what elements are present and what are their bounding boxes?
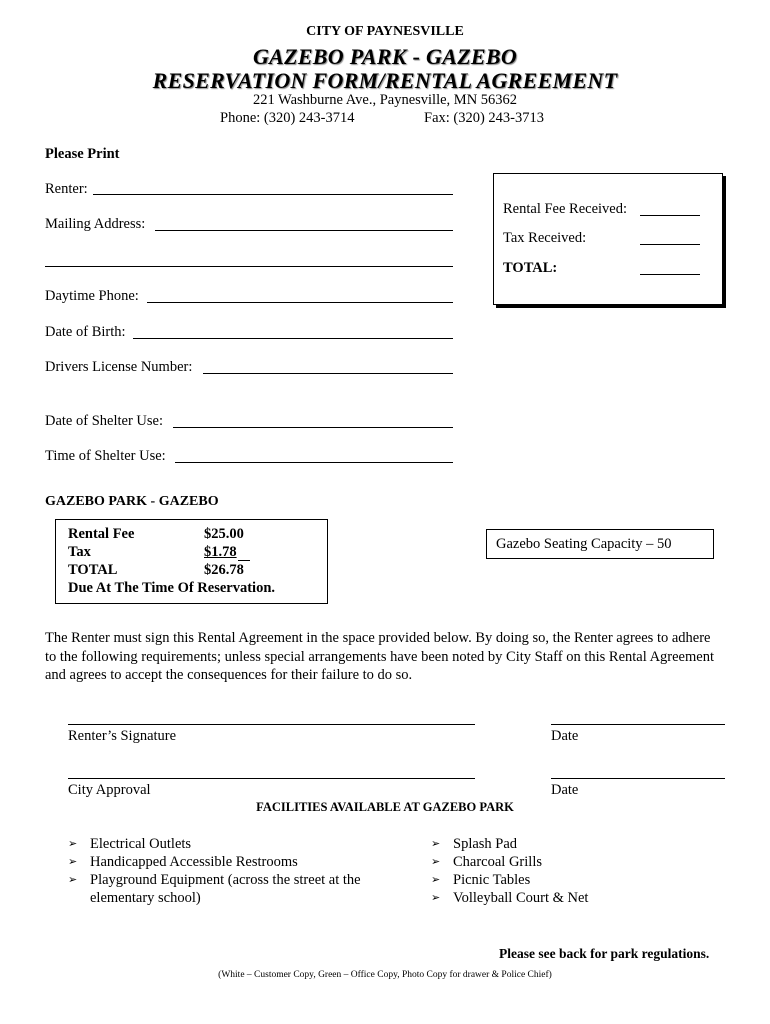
date-of-shelter-use-field[interactable] xyxy=(173,427,453,428)
facilities-list-right xyxy=(431,835,711,907)
date-of-birth-label: Date of Birth: xyxy=(45,324,126,340)
total-received-field[interactable] xyxy=(640,274,700,275)
list-item: ➢ Splash Pad xyxy=(431,836,518,852)
arrow-bullet-icon: ➢ xyxy=(68,855,78,868)
arrow-bullet-icon: ➢ xyxy=(431,855,441,868)
total-received-label: TOTAL: xyxy=(503,260,558,276)
list-item: ➢ Handicapped Accessible Restrooms xyxy=(68,854,298,870)
arrow-bullet-icon: ➢ xyxy=(68,837,78,850)
list-item: ➢ Electrical Outlets xyxy=(68,836,192,852)
renter-field[interactable] xyxy=(93,194,453,195)
tax-received-label: Tax Received: xyxy=(503,230,587,246)
drivers-license-label: Drivers License Number: xyxy=(45,359,193,375)
renter-label: Renter: xyxy=(45,181,88,197)
mailing-address-label: Mailing Address: xyxy=(45,216,146,232)
total-label: TOTAL xyxy=(68,562,118,578)
rental-fee-received-label: Rental Fee Received: xyxy=(503,201,628,217)
daytime-phone-field[interactable] xyxy=(147,302,453,303)
due-note: Due At The Time Of Reservation. xyxy=(68,580,276,596)
city-address: 221 Washburne Ave., Paynesville, MN 56362 xyxy=(252,92,518,108)
rental-fee-label: Rental Fee xyxy=(68,526,135,542)
facilities-title: FACILITIES AVAILABLE AT GAZEBO PARK xyxy=(256,800,514,814)
mailing-address-field[interactable] xyxy=(155,230,453,231)
renter-date-line[interactable] xyxy=(551,724,725,725)
copies-note: (White – Customer Copy, Green – Office Copy, Photo Copy for drawer & Police Chief) xyxy=(218,970,552,980)
drivers-license-field[interactable] xyxy=(203,373,453,374)
renter-signature-label: Renter’s Signature xyxy=(68,728,177,744)
back-page-note: Please see back for park regulations. xyxy=(499,946,710,961)
agreement-text: The Renter must sign this Rental Agreement in the space provided below. By doing so, the Renter agrees to adhere to the following requirements; unless special arrangements have been noted by City Staff on this Rental Agreement and agrees to accept the consequences for their failure to do so. xyxy=(45,630,714,683)
daytime-phone-label: Daytime Phone: xyxy=(45,288,139,304)
date-of-shelter-use-label: Date of Shelter Use: xyxy=(45,413,163,429)
renter-signature-line[interactable] xyxy=(68,724,475,725)
city-fax: Fax: (320) 243-3713 xyxy=(424,110,545,126)
tax-received-field[interactable] xyxy=(640,244,700,245)
tax-value: $1.78 xyxy=(204,544,237,560)
list-item: ➢ Volleyball Court & Net xyxy=(431,890,589,906)
arrow-bullet-icon: ➢ xyxy=(68,873,78,886)
city-phone: Phone: (320) 243-3714 xyxy=(220,110,355,126)
form-title-line2: RESERVATION FORM/RENTAL AGREEMENT xyxy=(152,68,618,93)
city-name: CITY OF PAYNESVILLE xyxy=(306,24,464,39)
rental-fee-value: $25.00 xyxy=(204,526,244,542)
arrow-bullet-icon: ➢ xyxy=(431,873,441,886)
date-of-birth-field[interactable] xyxy=(133,338,453,339)
city-approval-line[interactable] xyxy=(68,778,475,779)
time-of-shelter-use-label: Time of Shelter Use: xyxy=(45,448,166,464)
tax-label: Tax xyxy=(68,544,91,560)
arrow-bullet-icon: ➢ xyxy=(431,837,441,850)
time-of-shelter-use-field[interactable] xyxy=(175,462,453,463)
total-value: $26.78 xyxy=(204,562,244,578)
list-item: ➢ Playground Equipment (across the street at the elementary school) xyxy=(68,872,361,906)
arrow-bullet-icon: ➢ xyxy=(431,891,441,904)
please-print-instruction: Please Print xyxy=(45,146,120,162)
renter-date-label: Date xyxy=(551,728,579,744)
list-item: ➢ Charcoal Grills xyxy=(431,854,542,870)
city-approval-label: City Approval xyxy=(68,782,151,798)
rental-fee-received-field[interactable] xyxy=(640,215,700,216)
rates-section-title: GAZEBO PARK - GAZEBO xyxy=(45,494,219,509)
city-approval-date-label: Date xyxy=(551,782,579,798)
facilities-list-left xyxy=(68,835,368,907)
city-approval-date-line[interactable] xyxy=(551,778,725,779)
list-item: ➢ Picnic Tables xyxy=(431,872,531,888)
seating-capacity-text: Gazebo Seating Capacity – 50 xyxy=(496,536,672,552)
form-title-line1: GAZEBO PARK - GAZEBO xyxy=(252,44,518,69)
tax-underline xyxy=(238,560,250,561)
mailing-address-field-line2[interactable] xyxy=(45,266,453,267)
